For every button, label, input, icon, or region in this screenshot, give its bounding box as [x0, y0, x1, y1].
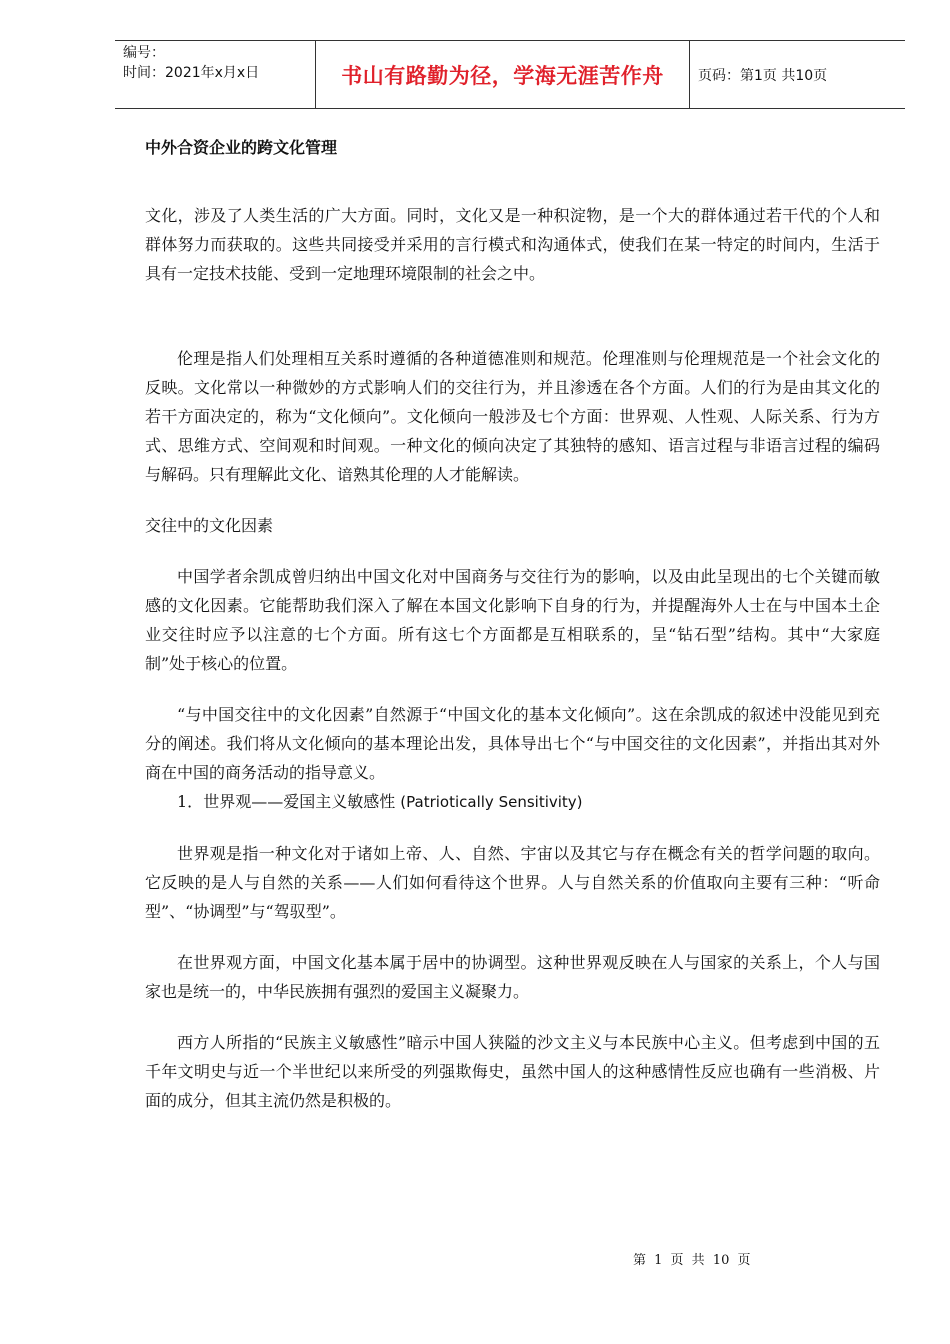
section-heading-cultural-factors: 交往中的文化因素: [145, 516, 274, 535]
header-page-number: 页码：第1页 共10页: [698, 67, 828, 84]
section-number: 1．: [177, 792, 204, 811]
page-footer: 第 1 页 共 10 页: [633, 1253, 751, 1268]
paragraph-cultural-orientation: “与中国交往中的文化因素”自然源于“中国文化的基本文化倾向”。这在余凯成的叙述中没能见到充分的阐述。我们将从文化倾向的基本理论出发，具体导出七个“与中国交往的文化因素”，并指出其对外商在中国的商务活动的指导意义。: [145, 705, 880, 782]
serial-number-label: 编号：: [123, 45, 165, 61]
header-motto: 书山有路勤为径，学海无涯苦作舟: [315, 41, 690, 108]
document-body: [145, 135, 880, 1115]
section-title-cn: 世界观——爱国主义敏感性: [203, 792, 396, 811]
section-heading-worldview: [145, 787, 880, 817]
page-header: [115, 40, 905, 109]
header-meta: [115, 41, 315, 108]
paragraph-yu-kaicheng: 中国学者余凯成曾归纳出中国文化对中国商务与交往行为的影响，以及由此呈现出的七个关键而敏感的文化因素。它能帮助我们深入了解在本国文化影响下自身的行为，并提醒海外人士在与中国本土企业交往时应予以注意的七个方面。所有这七个方面都是互相联系的，呈“钻石型”结构。其中“大家庭制”处于核心的位置。: [145, 567, 880, 673]
paragraph-chinese-worldview: 在世界观方面，中国文化基本属于居中的协调型。这种世界观反映在人与国家的关系上，个人与国家也是统一的，中华民族拥有强烈的爱国主义凝聚力。: [145, 953, 880, 1001]
section-title-en: (Patriotically Sensitivity): [400, 793, 583, 811]
document-title: 中外合资企业的跨文化管理: [145, 138, 338, 157]
paragraph-ethics: 伦理是指人们处理相互关系时遵循的各种道德准则和规范。伦理准则与伦理规范是一个社会文化的反映。文化常以一种微妙的方式影响人们的交往行为，并且渗透在各个方面。人们的行为是由其文化的若干方面决定的，称为“文化倾向”。文化倾向一般涉及七个方面：世界观、人性观、人际关系、行为方式、思维方式、空间观和时间观。一种文化的倾向决定了其独特的感知、语言过程与非语言过程的编码与解码。只有理解此文化、谙熟其伦理的人才能解读。: [145, 349, 880, 484]
date-label: 时间：2021年x月x日: [123, 65, 260, 81]
paragraph-worldview-definition: 世界观是指一种文化对于诸如上帝、人、自然、宇宙以及其它与存在概念有关的哲学问题的取向。它反映的是人与自然的关系——人们如何看待这个世界。人与自然关系的价值取向主要有三种：“听命型”、“协调型”与“驾驭型”。: [145, 844, 880, 921]
paragraph-nationalism: 西方人所指的“民族主义敏感性”暗示中国人狭隘的沙文主义与本民族中心主义。但考虑到中国的五千年文明史与近一个半世纪以来所受的列强欺侮史，虽然中国人的这种感情性反应也确有一些消极、片面的成分，但其主流仍然是积极的。: [145, 1033, 880, 1110]
paragraph-culture: 文化，涉及了人类生活的广大方面。同时，文化又是一种积淀物，是一个大的群体通过若干代的个人和群体努力而获取的。这些共同接受并采用的言行模式和沟通体式，使我们在某一特定的时间内，生活于具有一定技术技能、受到一定地理环境限制的社会之中。: [145, 206, 880, 283]
